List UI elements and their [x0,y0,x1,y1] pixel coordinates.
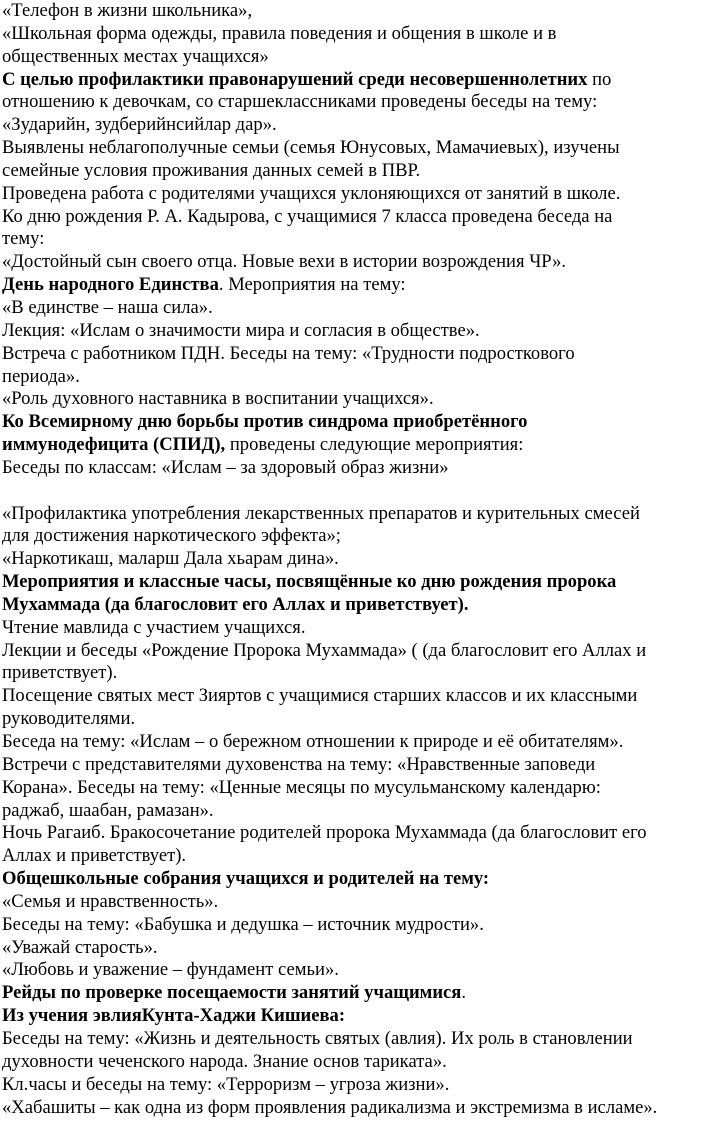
text-run: Чтение мавлида с участием учащихся. [2,616,306,638]
text-run: «Семья и нравственность». [2,890,219,912]
text-line [2,685,704,708]
text-line [2,0,704,23]
text-run: «Наркотикаш, маларш Дала хьарам дина». [2,548,339,570]
text-run: для достижения наркотического эффекта»; [2,525,341,547]
text-run: «Профилактика употребления лекарственных препаратов и курительных смесей [2,502,640,524]
text-line [2,366,704,389]
text-run: Аллах и приветствует). [2,845,187,867]
bold-text-run: Рейды по проверке посещаемости занятий учащимися [2,982,462,1004]
text-line [2,343,704,366]
text-run: Беседы на тему: «Бабушка и дедушка – источник мудрости». [2,913,484,935]
text-line [2,548,704,571]
text-run: семейные условия проживания данных семей в ПВР. [2,159,421,181]
text-line [2,800,704,823]
text-run: общественных местах учащихся» [2,45,269,67]
text-run: Встречи с представителями духовенства на тему: «Нравственные заповеди [2,753,596,775]
text-run: Кл.часы и беседы на тему: «Терроризм – угроза жизни». [2,1073,450,1095]
text-run: Ночь Рагаиб. Бракосочетание родителей пророка Мухаммада (да благословит его [2,822,647,844]
text-line [2,982,704,1005]
text-line [2,503,704,526]
text-run: «Достойный сын своего отца. Новые вехи в истории возрождения ЧР». [2,251,567,273]
text-run: . Мероприятия на тему: [218,274,406,296]
text-line [2,297,704,320]
text-line [2,845,704,868]
text-line [2,1028,704,1051]
text-line [2,457,704,480]
text-run: Лекция: «Ислам о значимости мира и согласия в обществе». [2,319,480,341]
text-run: периода». [2,365,80,387]
text-line [2,959,704,982]
text-line [2,777,704,800]
text-run: Корана». Беседы на тему: «Ценные месяцы по мусульманскому календарю: [2,776,601,798]
text-line [2,183,704,206]
text-run: . [461,982,467,1004]
bold-text-run: Из учения эвлияКунта-Хаджи Кишиева: [2,1005,346,1027]
text-line [2,594,704,617]
text-line [2,388,704,411]
text-run: Ко дню рождения Р. А. Кадырова, с учащимися 7 класса проведена беседа на [2,205,613,227]
text-line [2,662,704,685]
text-run: тему: [2,228,45,250]
text-run: по [587,68,612,90]
text-line [2,754,704,777]
text-line [2,1051,704,1074]
text-line [2,937,704,960]
text-run: «Уважай старость». [2,936,158,958]
bold-text-run: С целью профилактики правонарушений среди несовершеннолетних [2,68,588,90]
text-run: Лекции и беседы «Рождение Пророка Мухаммада» ( (да благословит его Аллах и [2,639,647,661]
text-run: «В единстве – наша сила». [2,296,213,318]
text-run: «Хабашиты – как одна из форм проявления радикализма и экстремизма в исламе». [2,1096,658,1118]
text-run: Выявлены неблагополучные семьи (семья Юнусовых, Мамачиевых), изучены [2,137,620,159]
text-run: Беседа на тему: «Ислам – о бережном отношении к природе и её обитателям». [2,731,624,752]
text-line [2,137,704,160]
text-run: приветствует). [2,662,118,684]
text-line [2,160,704,183]
text-line [2,69,704,92]
text-run: Проведена работа с родителями учащихся уклоняющихся от занятий в школе. [2,182,621,204]
text-run: Посещение святых мест Зияртов с учащимися старших классов и их классными [2,685,638,707]
text-line [2,23,704,46]
text-line [2,114,704,137]
text-run: Встреча с работником ПДН. Беседы на тему: «Трудности подросткового [2,342,575,364]
text-run: Беседы по классам: «Ислам – за здоровый образ жизни» [2,456,449,478]
text-line [2,1097,704,1120]
bold-text-run: Мероприятия и классные часы, посвящённые ко дню рождения пророка [2,571,617,593]
text-run: Беседы на тему: «Жизнь и деятельность святых (авлия). Их роль в становлении [2,1027,633,1049]
text-line [2,91,704,114]
text-line [2,1074,704,1097]
text-line [2,228,704,251]
bold-text-run: иммунодефицита (СПИД), [2,434,226,456]
text-run: «Роль духовного наставника в воспитании учащихся». [2,388,434,410]
text-run: раджаб, шаабан, рамазан». [2,799,214,821]
text-run: «Зударийн, зудберийнсийлар дар». [2,114,277,136]
text-line [2,822,704,845]
text-line [2,320,704,343]
text-line [2,274,704,297]
text-line [2,708,704,731]
text-line [2,891,704,914]
text-line [2,411,704,434]
text-line [2,480,704,503]
text-line [2,251,704,274]
text-run: «Школьная форма одежды, правила поведения и общения в школе и в [2,22,557,44]
text-line [2,206,704,229]
text-line [2,731,704,754]
text-line [2,46,704,69]
text-line [2,525,704,548]
text-run: руководителями. [2,708,136,730]
text-line [2,640,704,663]
text-run: отношению к девочкам, со старшеклассниками проведены беседы на тему: [2,91,598,113]
text-line [2,617,704,640]
bold-text-run: Общешкольные собрания учащихся и родителей на тему: [2,868,490,890]
bold-text-run: Ко Всемирному дню борьбы против синдрома приобретённого [2,411,528,433]
text-run: «Телефон в жизни школьника», [2,0,253,21]
bold-text-run: Мухаммада (да благословит его Аллах и приветствует). [2,593,469,615]
bold-text-run: День народного Единства [2,274,219,296]
text-run: проведены следующие мероприятия: [225,434,524,456]
text-line [2,571,704,594]
text-run: «Любовь и уважение – фундамент семьи». [2,959,339,981]
text-line [2,914,704,937]
text-line [2,868,704,891]
text-run: духовности чеченского народа. Знание основ тариката». [2,1050,447,1072]
text-line [2,1005,704,1028]
text-line [2,434,704,457]
